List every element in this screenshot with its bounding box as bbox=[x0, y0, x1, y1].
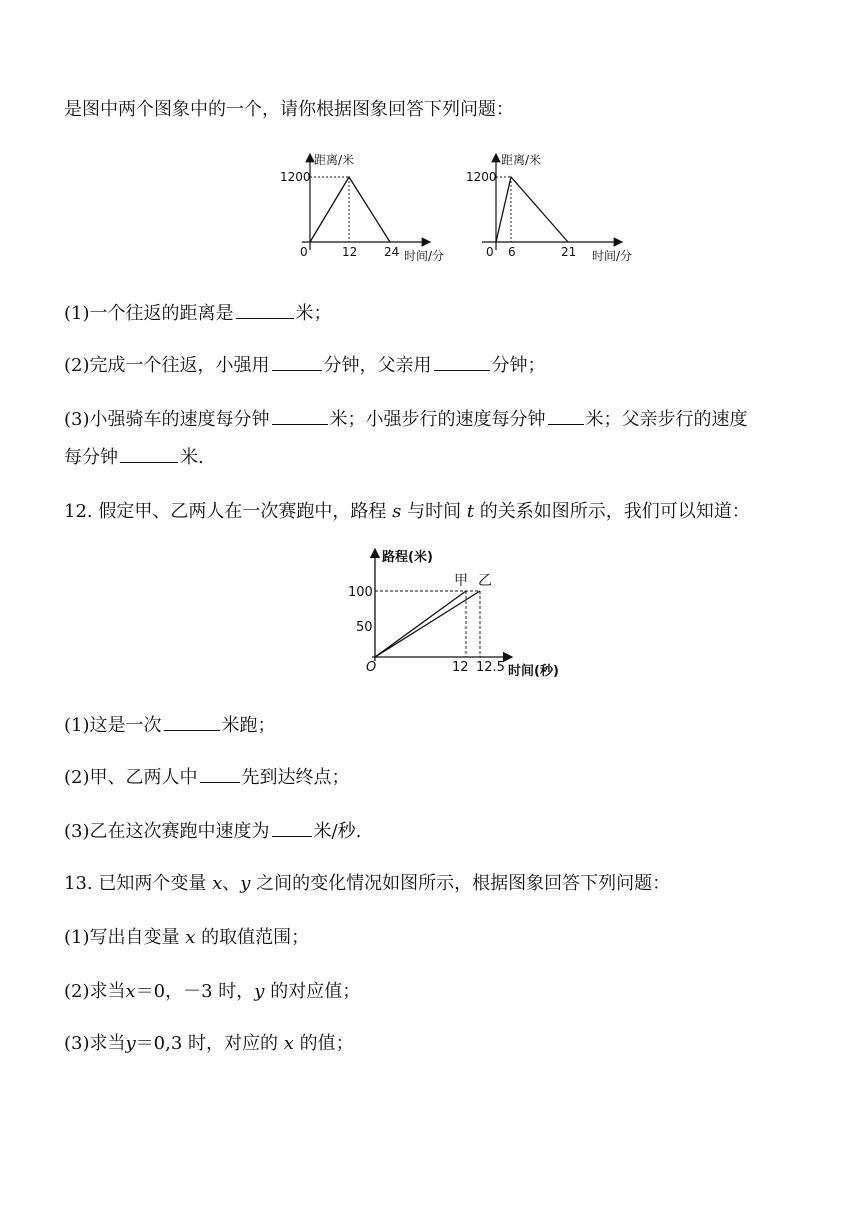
q12-stem: 12. 假定甲、乙两人在一次赛跑中，路程 s 与时间 t 的关系如图所示，我们可以知道： bbox=[64, 501, 750, 522]
figure-distance-time bbox=[280, 150, 640, 270]
q11-part3-cont: 每分钟 米. bbox=[64, 444, 204, 470]
q11-part1: (1)一个往返的距离是 米； bbox=[64, 300, 332, 326]
q12-part1: (1)这是一次 米跑； bbox=[64, 712, 276, 738]
race-line-yi bbox=[375, 591, 480, 657]
g1-x-tick-1: 12 bbox=[342, 245, 358, 259]
answer-blank[interactable] bbox=[200, 764, 240, 783]
q12-part3: (3)乙在这次赛跑中速度为 米/秒. bbox=[64, 818, 361, 844]
q13-part3: (3)求当y＝0,3 时，对应的 x 的值； bbox=[64, 1033, 354, 1054]
race-series-jia: 甲 bbox=[454, 573, 468, 589]
answer-blank[interactable] bbox=[272, 352, 322, 371]
g2-x-tick-2: 21 bbox=[561, 245, 577, 259]
g2-x-tick-1: 6 bbox=[508, 245, 516, 259]
g1-x-tick-2: 24 bbox=[384, 245, 400, 259]
intro-text: 是图中两个图象中的一个，请你根据图象回答下列问题： bbox=[64, 99, 514, 120]
figure-race bbox=[340, 545, 580, 685]
g2-line bbox=[496, 177, 568, 242]
g1-y-label: 距离/米 bbox=[314, 153, 355, 167]
race-y-tick-100: 100 bbox=[348, 585, 373, 600]
race-y-label: 路程(米) bbox=[382, 550, 433, 565]
race-x-tick-12: 12 bbox=[452, 660, 469, 675]
race-line-jia bbox=[375, 591, 466, 657]
answer-blank[interactable] bbox=[272, 818, 312, 837]
race-y-tick-50: 50 bbox=[356, 620, 373, 635]
answer-blank[interactable] bbox=[164, 712, 220, 731]
race-origin-label: O bbox=[366, 660, 377, 675]
g1-y-tick: 1200 bbox=[280, 170, 311, 184]
answer-blank[interactable] bbox=[548, 406, 584, 425]
q11-part3: (3)小强骑车的速度每分钟 米；小强步行的速度每分钟 米；父亲步行的速度 bbox=[64, 406, 748, 432]
answer-blank[interactable] bbox=[236, 300, 294, 319]
g2-origin-label: 0 bbox=[486, 245, 494, 259]
g1-x-label: 时间/分 bbox=[404, 249, 445, 263]
answer-blank[interactable] bbox=[120, 444, 178, 463]
q13-stem: 13. 已知两个变量 x、y 之间的变化情况如图所示，根据图象回答下列问题： bbox=[64, 873, 671, 894]
g1-origin-label: 0 bbox=[300, 245, 308, 259]
q11-part2: (2)完成一个往返，小强用 分钟，父亲用 分钟； bbox=[64, 352, 546, 378]
g1-line bbox=[310, 177, 390, 242]
race-x-tick-12-5: 12.5 bbox=[476, 660, 505, 675]
race-x-label: 时间(秒) bbox=[508, 664, 559, 679]
q13-part1: (1)写出自变量 x 的取值范围； bbox=[64, 927, 310, 948]
g2-y-tick: 1200 bbox=[466, 170, 497, 184]
g2-y-label: 距离/米 bbox=[501, 153, 542, 167]
answer-blank[interactable] bbox=[434, 352, 490, 371]
q12-part2: (2)甲、乙两人中 先到达终点； bbox=[64, 764, 350, 790]
race-series-yi: 乙 bbox=[478, 573, 492, 589]
answer-blank[interactable] bbox=[272, 406, 328, 425]
g2-x-label: 时间/分 bbox=[592, 249, 633, 263]
q13-part2: (2)求当x＝0，－3 时，y 的对应值； bbox=[64, 981, 361, 1002]
